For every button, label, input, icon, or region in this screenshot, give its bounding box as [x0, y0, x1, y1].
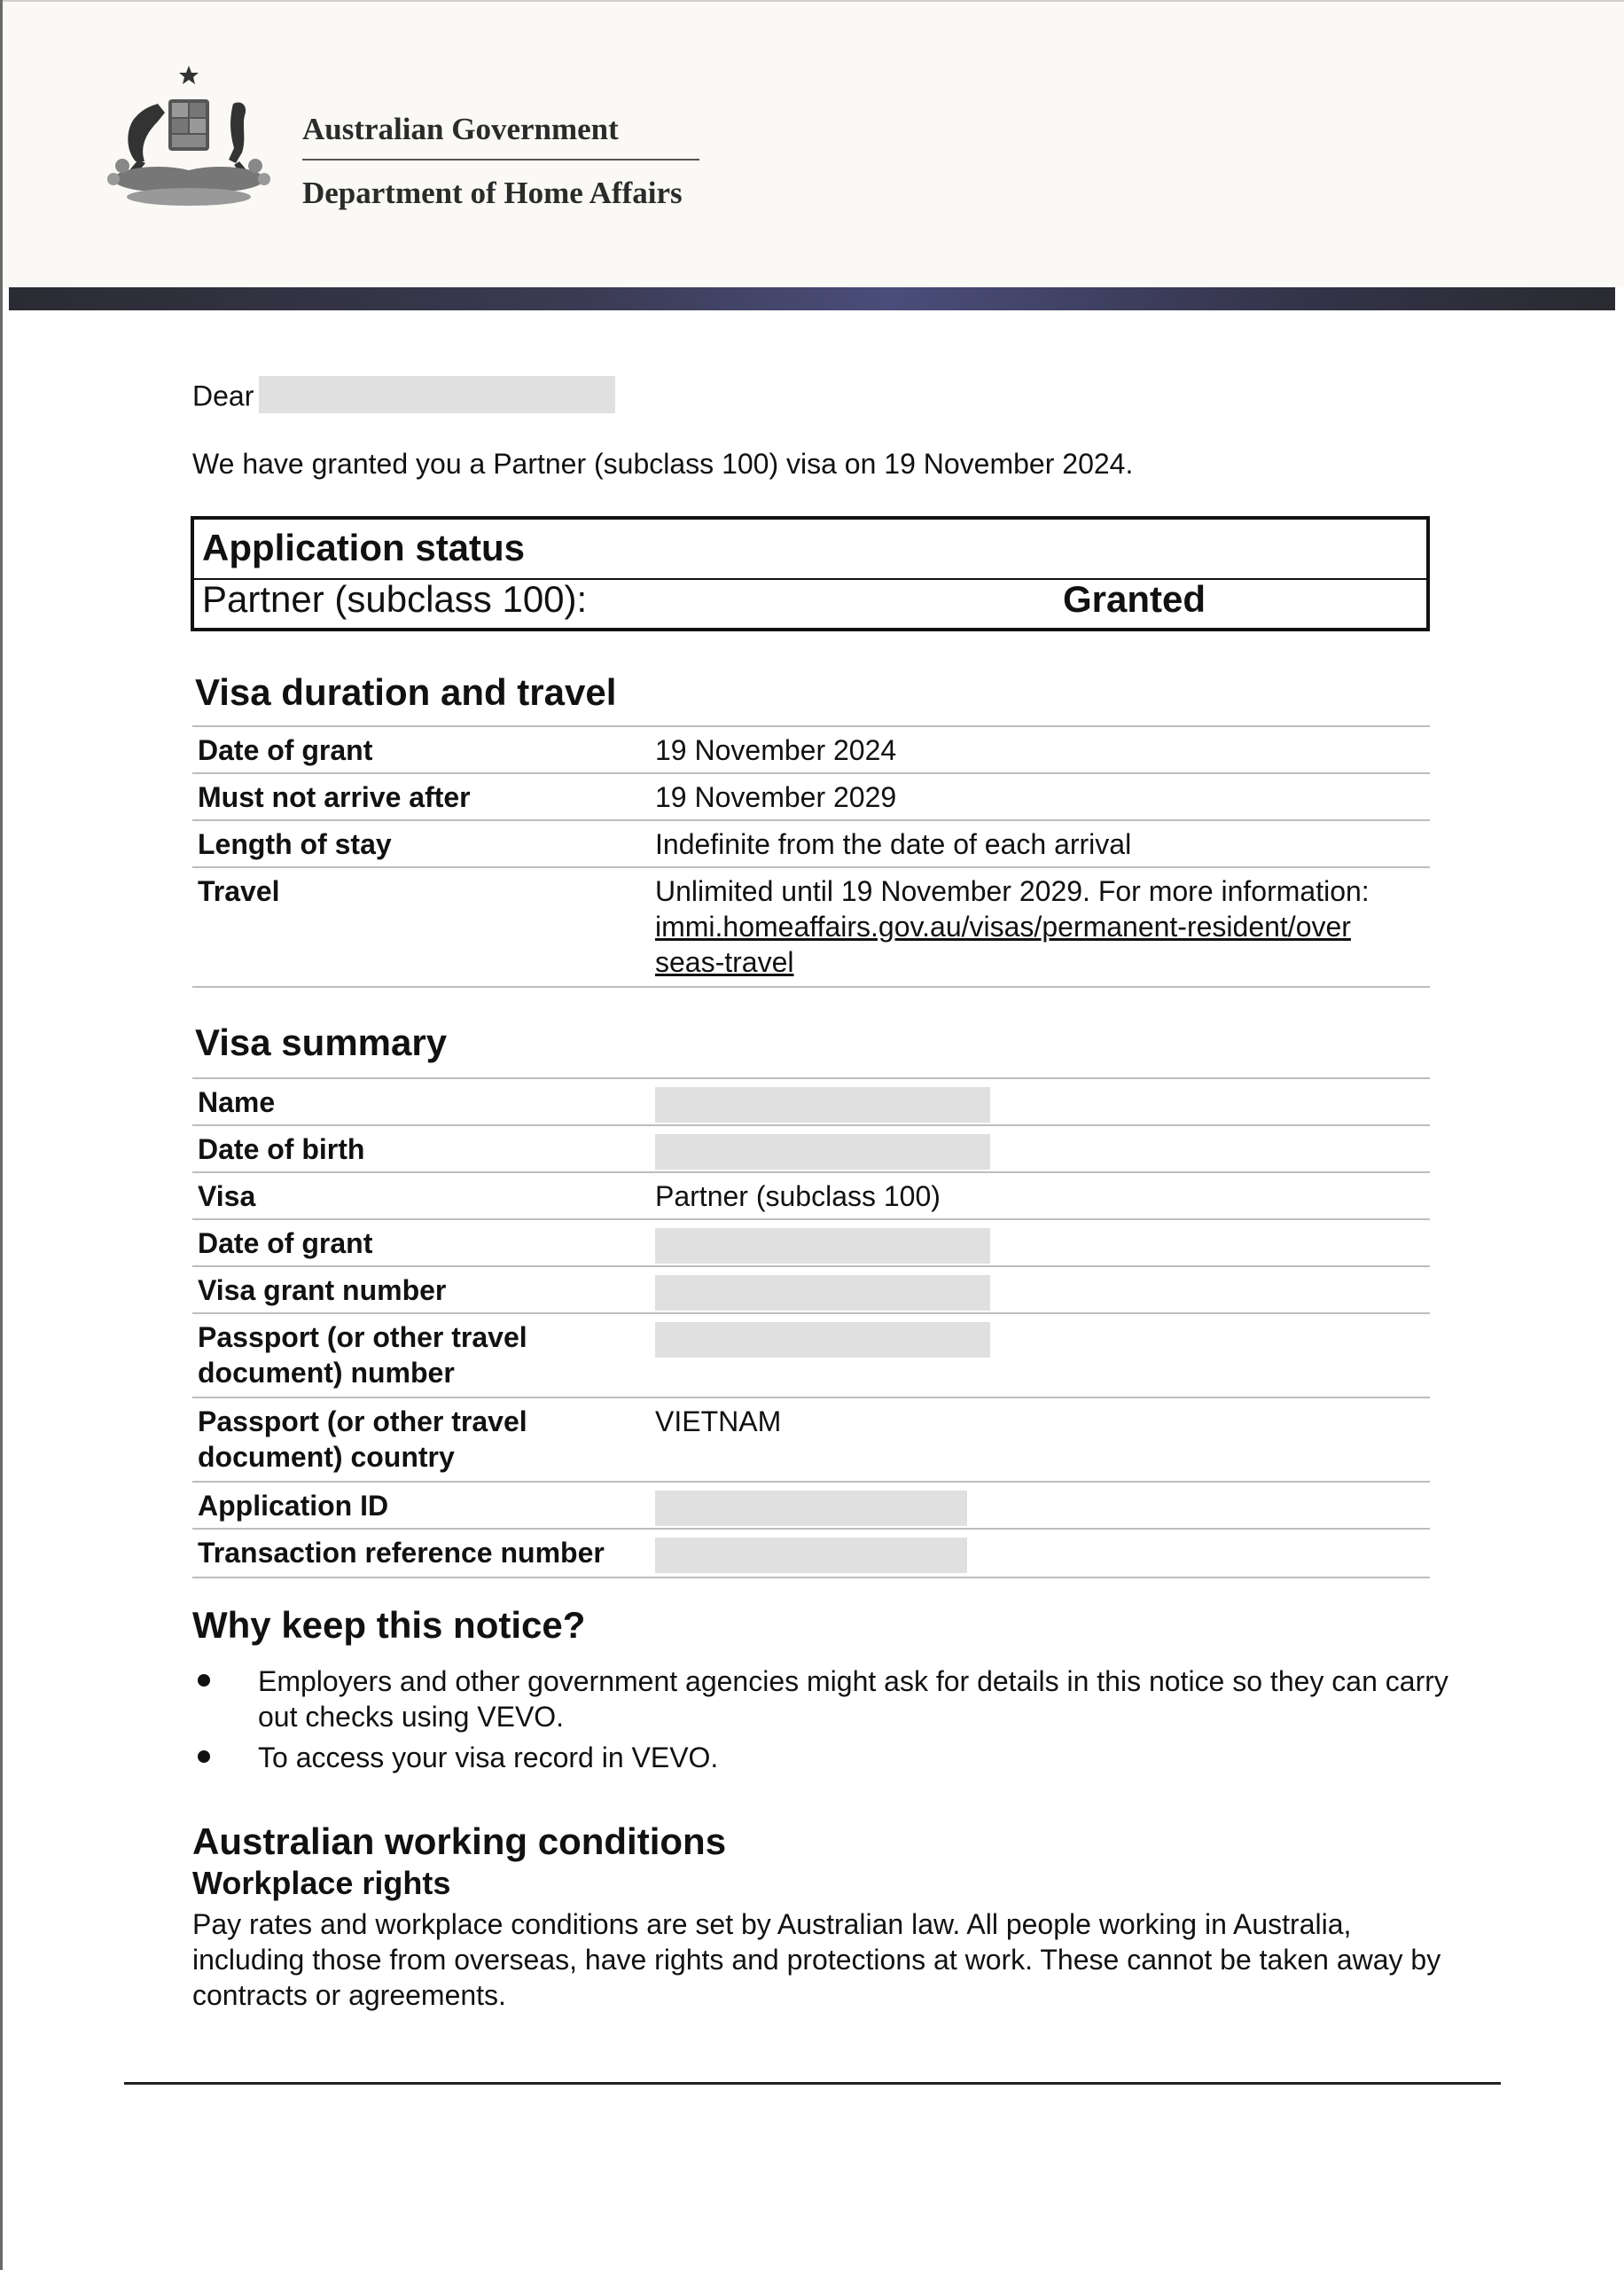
travel-text: Unlimited until 19 November 2029. For more information: — [655, 875, 1370, 907]
working-title: Australian working conditions — [192, 1820, 727, 1862]
row-label: Date of birth — [198, 1133, 365, 1165]
redacted-value — [655, 1087, 990, 1123]
bullet-text: Employers and other government agencies might ask for details in this notice so they can carry out checks using VEVO. — [258, 1665, 1448, 1733]
row-value: VIETNAM — [655, 1405, 782, 1437]
redacted-value — [655, 1275, 990, 1311]
travel-info-link[interactable]: immi.homeaffairs.gov.au/visas/permanent-resident/overseas-travel — [655, 911, 1351, 978]
notice-bullets — [192, 1663, 1451, 1781]
intro-text: We have granted you a Partner (subclass 100) visa on 19 November 2024. — [192, 448, 1134, 480]
working-text: Pay rates and workplace conditions are set by Australian law. All people working in Australia, including those from overseas, have rights and protections at work. These cannot be taken away by contracts or agreements. — [192, 1908, 1441, 2011]
status-title: Application status — [202, 527, 526, 568]
redacted-value — [655, 1491, 967, 1526]
letterhead — [3, 2, 1624, 287]
table-row — [192, 866, 1430, 988]
bullet-text: To access your visa record in VEVO. — [258, 1742, 719, 1773]
list-item — [192, 1740, 1451, 1775]
row-label: Passport (or other travel document) country — [198, 1405, 527, 1473]
footer-divider — [124, 2082, 1501, 2085]
redacted-recipient-name — [259, 376, 615, 413]
row-value — [655, 1272, 1435, 1311]
row-label: Date of grant — [198, 1227, 373, 1259]
row-value — [655, 873, 1435, 980]
row-value: Partner (subclass 100) — [655, 1180, 941, 1212]
table-row — [192, 1077, 1430, 1124]
summary-title: Visa summary — [195, 1022, 448, 1063]
table-row — [192, 819, 1430, 866]
table-row — [192, 1171, 1430, 1218]
notice-title: Why keep this notice? — [192, 1604, 586, 1646]
table-row — [192, 1397, 1430, 1481]
page-left-edge — [0, 0, 3, 2270]
row-label: Transaction reference number — [198, 1537, 605, 1569]
table-row — [192, 1124, 1430, 1171]
salutation — [192, 380, 615, 417]
bullet-icon — [198, 1674, 210, 1687]
letterhead-divider — [302, 159, 699, 160]
row-value — [655, 1488, 1435, 1526]
row-label: Travel — [198, 875, 280, 907]
row-label: Passport (or other travel document) number — [198, 1321, 527, 1389]
row-label: Visa — [198, 1180, 256, 1212]
table-row — [192, 1528, 1430, 1578]
row-value: 19 November 2029 — [655, 781, 897, 813]
row-value: 19 November 2024 — [655, 734, 897, 766]
salutation-text: Dear — [192, 380, 254, 412]
duration-title: Visa duration and travel — [195, 671, 617, 713]
table-row — [192, 1265, 1430, 1312]
table-row — [192, 1312, 1430, 1397]
row-value — [655, 1131, 1435, 1170]
row-value — [655, 1319, 1435, 1358]
department-name: Department of Home Affairs — [302, 176, 683, 210]
row-value — [655, 1535, 1435, 1573]
row-label: Visa grant number — [198, 1274, 447, 1306]
redacted-value — [655, 1228, 990, 1264]
working-subtitle: Workplace rights — [192, 1865, 451, 1901]
list-item — [192, 1663, 1451, 1734]
row-label: Date of grant — [198, 734, 373, 766]
redacted-value — [655, 1134, 990, 1170]
header-band — [9, 287, 1615, 310]
row-value — [655, 1225, 1435, 1264]
row-label: Length of stay — [198, 828, 392, 860]
status-value: Granted — [1063, 578, 1206, 620]
table-row — [192, 772, 1430, 819]
bullet-icon — [198, 1750, 210, 1763]
redacted-value — [655, 1322, 990, 1358]
government-name: Australian Government — [302, 112, 619, 146]
row-label: Application ID — [198, 1490, 389, 1522]
application-status-box — [191, 516, 1430, 631]
row-value — [655, 1084, 1435, 1123]
row-label: Must not arrive after — [198, 781, 471, 813]
row-value: Indefinite from the date of each arrival — [655, 828, 1132, 860]
duration-table — [192, 725, 1430, 988]
summary-table — [192, 1077, 1430, 1578]
table-row — [192, 1218, 1430, 1265]
status-label: Partner (subclass 100): — [202, 578, 588, 620]
coat-of-arms-icon — [96, 64, 282, 215]
row-label: Name — [198, 1086, 276, 1118]
redacted-value — [655, 1538, 967, 1573]
table-row — [192, 725, 1430, 772]
table-row — [192, 1481, 1430, 1528]
